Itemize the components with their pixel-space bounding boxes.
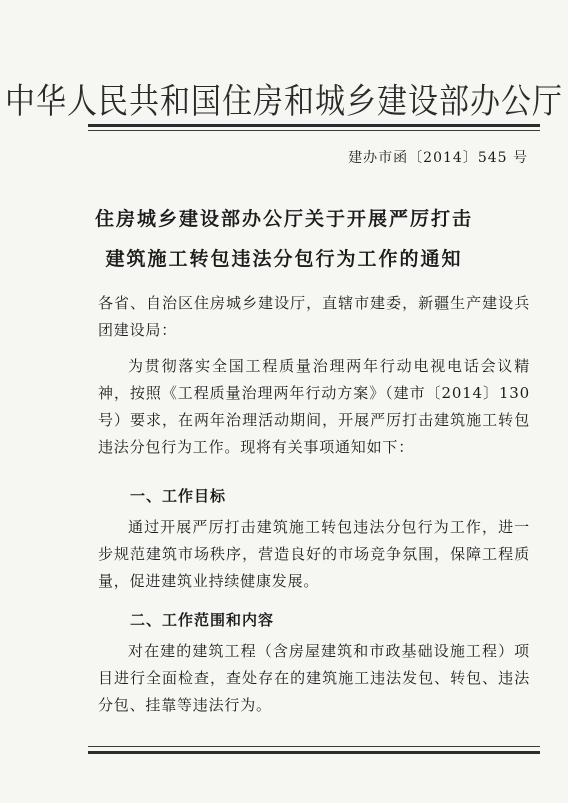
section-2-paragraph: 对在建的建筑工程（含房屋建筑和市政基础设施工程）项目进行全面检查，查处存在的建筑施工违法发包、转包、违法分包、挂靠等违法行为。: [98, 642, 530, 714]
document-number: 建办市函〔2014〕545 号: [348, 150, 528, 166]
document-title-line-1: 住房城乡建设部办公厅关于开展严厉打击: [94, 208, 473, 230]
section-2-heading: 二、工作范围和内容: [130, 611, 275, 629]
intro-paragraph: 为贯彻落实全国工程质量治理两年行动电视电话会议精神，按照《工程质量治理两年行动方案》（建市〔2014〕130 号）要求，在两年治理活动期间，开展严厉打击建筑施工转包违法分包行为工作。现将有关事项通知如下：: [98, 357, 530, 456]
section-1-paragraph: 通过开展严厉打击建筑施工转包违法分包行为工作，进一步规范建筑市场秩序，营造良好的市场竞争氛围，保障工程质量，促进建筑业持续健康发展。: [98, 518, 530, 590]
header-rule-thin: [88, 130, 540, 131]
footer-rule-thin: [88, 746, 540, 747]
header-rule-thick: [88, 124, 540, 127]
section-1-heading: 一、工作目标: [130, 487, 227, 505]
document-title-line-2: 建筑施工转包违法分包行为工作的通知: [105, 248, 463, 270]
footer-rule-thick: [88, 751, 540, 754]
issuing-office-header: 中华人民共和国住房和城乡建设部办公厅: [5, 81, 563, 123]
addressee: 各省、自治区住房城乡建设厅，直辖市建委，新疆生产建设兵团建设局：: [98, 294, 530, 339]
